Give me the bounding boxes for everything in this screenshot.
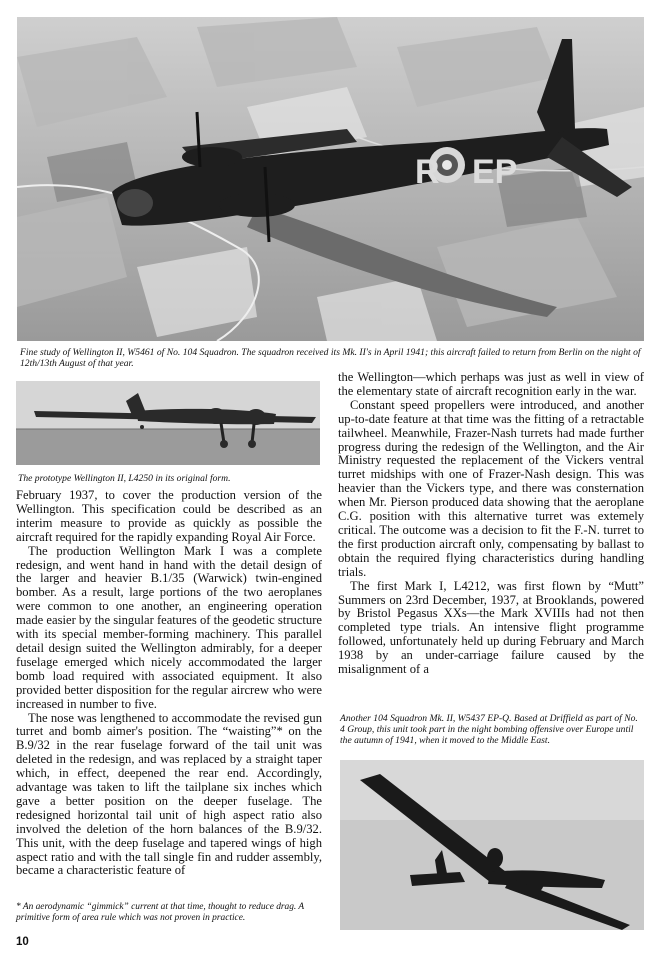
photo-top-caption: Fine study of Wellington II, W5461 of No. 104 Squadron. The squadron received its Mk. II's in April 1941; this aircraft failed to return from Berlin on the night of 12th/13th August of that year. xyxy=(20,347,641,369)
right-paragraph: The first Mark I, L4212, was first flown by “Mutt” Summers on 23rd December, 1937, at Brooklands, powered by Bristol Pegasus XXs—the Mark XVIIIs had not then completed type trials. An intensive flight programme followed, unfortunately held up during February and March 1938 by an under-carriage failure caused by the misalignment of a xyxy=(338,578,644,677)
footnote: * An aerodynamic “gimmick” current at that time, thought to reduce drag. A primitive form of area rule which was not proven in practice. xyxy=(16,902,304,923)
left-paragraph: February 1937, to cover the production version of the Wellington. This specification could be described as an interim measure to provide as quickly as possible the aircraft required for the rapidly expanding Royal Air Force. xyxy=(16,488,322,544)
left-column xyxy=(16,489,322,878)
right-paragraph: the Wellington—which perhaps was just as well in view of the elementary state of aircraft recognition early in the war. xyxy=(338,370,644,398)
photo-wellington-w5437 xyxy=(340,760,644,930)
photo-left-caption: The prototype Wellington II, L4250 in its original form. xyxy=(18,473,231,484)
photo-wellington-w5461 xyxy=(17,17,644,341)
left-paragraph: The production Wellington Mark I was a complete redesign, and went hand in hand with the detail design of the larger and heavier B.1/35 (Warwick) twin-engined bomber. As a result, large portions of the two aeroplanes were common to one another, an engineering operation made easier by the singular features of the geodetic structure with its special member-forming machinery. This parallel detail design suited the Wellington admirably, for a deeper fuselage emerged which nicely accommodated the larger bomb load required with associated equipment. It also provided better disposition for the regular aircrew who were increased in number to five. xyxy=(16,543,322,711)
aircraft-code-letters: EP xyxy=(472,153,518,191)
page-number: 10 xyxy=(16,936,29,948)
left-paragraph: The nose was lengthened to accommodate the revised gun turret and bomb aimer's position. The “waisting”* on the B.9/32 in the rear fuselage forward of the tail unit was deleted in the redesign, and was replaced by a straight taper which, in effect, deepened the rear end. Accordingly, advantage was taken to lift the tailplane six inches which gave a better position on the deeper fuselage. The redesigned horizontal tail unit of high aspect ratio also involved the deletion of the horn balances of the B.9/32. This unit, with the deep fuselage and tapered wings of high aspect ratio and with the tall single fin and rudder assembly, became a characteristic feature of xyxy=(16,710,322,878)
svg-text:R: R xyxy=(415,153,440,191)
photo-prototype-l4250 xyxy=(16,381,320,465)
photo-right-caption: Another 104 Squadron Mk. II, W5437 EP-Q. Based at Driffield as part of No. 4 Group, this unit took part in the night bombing offensive over Europe until the autumn of 1941, when it moved to the Middle East. xyxy=(340,713,638,746)
right-column xyxy=(338,371,644,677)
right-paragraph: Constant speed propellers were introduced, and another up-to-date feature at that time was the fitting of a retractable tailwheel. Meanwhile, Frazer-Nash turrets had made further progress during the redesign of the Wellington, and the Air Ministry requested the replacement of the Vickers ventral turret midships with one of Frazer-Nash design. This was heavier than the Vickers type, and there was consternation when Mr. Pierson produced data showing that the aeroplane C.G. position with this alternative turret was extemely critical. The outcome was a decision to fit the F.-N. turret to the first production aircraft only, compensating by ballast to obtain the required flying characteristics during handling trials. xyxy=(338,397,644,579)
